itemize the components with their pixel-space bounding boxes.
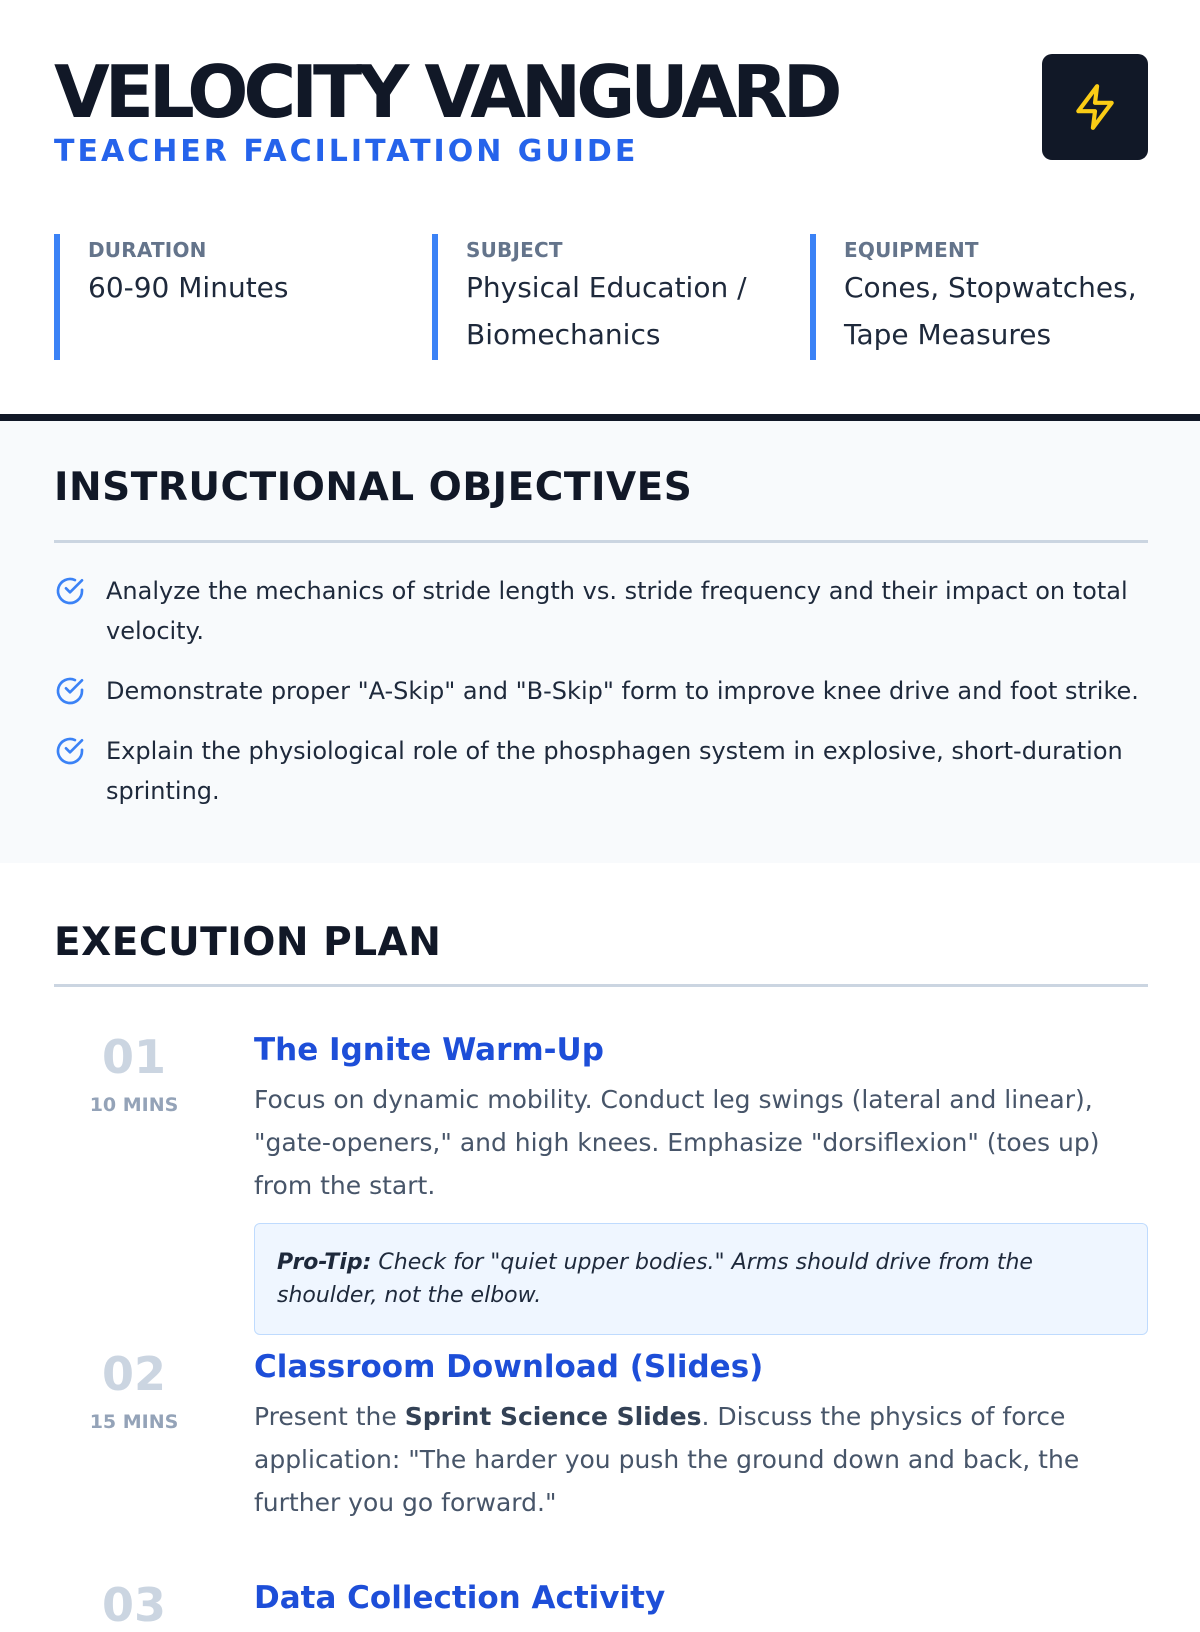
section-title: INSTRUCTIONAL OBJECTIVES (54, 465, 693, 510)
meta-value: Physical Education / Biomechanics (466, 271, 747, 351)
meta-subject (432, 234, 772, 360)
meta-duration (54, 234, 394, 360)
plan-step (54, 1030, 1148, 1335)
meta-value: Cones, Stopwatches, Tape Measures (844, 271, 1137, 351)
objective-item (54, 731, 1148, 811)
page-subtitle: TEACHER FACILITATION GUIDE (54, 134, 639, 169)
meta-label: DURATION (88, 238, 207, 262)
step-body (254, 1578, 1148, 1618)
step-description (254, 1395, 1148, 1524)
lesson-meta (54, 234, 1148, 360)
objective-item (54, 671, 1148, 711)
step-number: 03 (101, 1578, 166, 1632)
section-title: EXECUTION PLAN (54, 920, 442, 965)
step-duration: 15 MINS (89, 1411, 179, 1433)
step-title: The Ignite Warm-Up (254, 1032, 604, 1068)
step-body (254, 1347, 1148, 1524)
meta-equipment (810, 234, 1148, 360)
header-divider (0, 414, 1200, 421)
plan-step (54, 1578, 1148, 1632)
objective-item (54, 571, 1148, 651)
step-title: Classroom Download (Slides) (254, 1349, 764, 1385)
meta-value: 60-90 Minutes (88, 271, 289, 304)
desc-suffix: . Discuss the physics of force application: "The harder you push the ground down and back, the further you go forward." (254, 1402, 1080, 1517)
meta-label: EQUIPMENT (844, 238, 979, 262)
objectives-section (0, 421, 1200, 863)
meta-label: SUBJECT (466, 238, 563, 262)
objective-text: Analyze the mechanics of stride length vs. stride frequency and their impact on total velocity. (106, 577, 1128, 645)
slides-link-text: Sprint Science Slides (404, 1402, 702, 1431)
section-divider (54, 984, 1148, 987)
section-divider (54, 540, 1148, 543)
tip-label: Pro-Tip: (277, 1250, 372, 1275)
check-circle-icon (54, 735, 86, 767)
tip-text: Check for "quiet upper bodies." Arms should drive from the shoulder, not the elbow. (277, 1250, 1033, 1308)
step-description: Focus on dynamic mobility. Conduct leg swings (lateral and linear), "gate-openers," and high knees. Emphasize "dorsiflexion" (toes up) from the start. (254, 1085, 1100, 1200)
step-title: Data Collection Activity (254, 1580, 666, 1616)
page-header (54, 52, 1148, 182)
check-circle-icon (54, 575, 86, 607)
desc-prefix: Present the (254, 1402, 405, 1431)
objective-text: Explain the physiological role of the phosphagen system in explosive, short-duration sprinting. (106, 737, 1123, 805)
plan-step (54, 1347, 1148, 1524)
lightning-bolt-icon (1070, 82, 1120, 132)
step-body (254, 1030, 1148, 1335)
pro-tip-box (254, 1223, 1148, 1335)
check-circle-icon (54, 675, 86, 707)
step-number: 01 (101, 1030, 166, 1084)
step-duration: 10 MINS (89, 1094, 179, 1116)
step-number: 02 (101, 1347, 166, 1401)
page-title: VELOCITY VANGUARD (54, 50, 838, 134)
brand-badge (1042, 54, 1148, 160)
objective-text: Demonstrate proper "A-Skip" and "B-Skip" form to improve knee drive and foot strike. (106, 677, 1139, 705)
